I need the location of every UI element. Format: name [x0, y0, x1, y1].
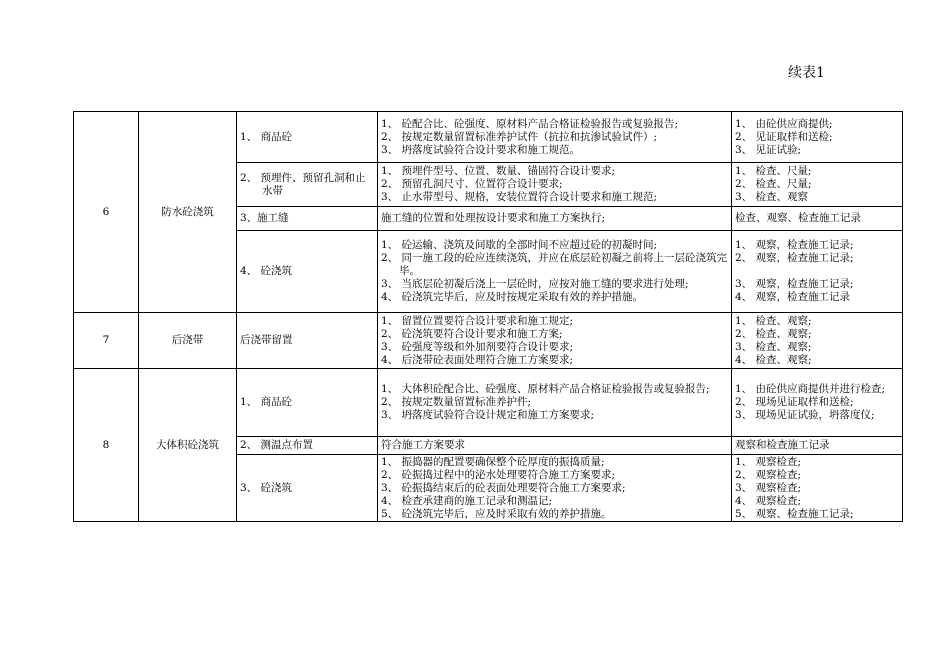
requirement-line: 3、 止水带型号、规格，安装位置符合设计要求和施工规范;: [381, 191, 658, 203]
check-line: 3、 现场见证试验，坍落度仪;: [735, 409, 875, 421]
requirement-line: 2、 预留孔洞尺寸、位置符合设计要求;: [381, 178, 563, 190]
check-line: 3、 观察，检查施工记录;: [735, 278, 854, 290]
sub-item: 4、 砼浇筑: [237, 231, 378, 313]
sub-item: 3、 砼浇筑: [237, 455, 378, 522]
requirement-line: 5、 砼浇筑完毕后，应及时采取有效的养护措施。: [381, 507, 612, 520]
requirement-line: 3、 坍落度试验符合设计规定和施工方案要求;: [381, 409, 595, 421]
requirement-line: 4、 检查承建商的施工记录和测温记;: [381, 494, 553, 507]
requirement-line: 2、 按规定数量留置标准养护件;: [381, 396, 532, 408]
check-method-cell: [732, 313, 903, 369]
requirement-line: 1、 砼配合比、砼强度、原材料产品合格证检验报告或复验报告;: [381, 117, 679, 130]
requirement-cell: [378, 112, 732, 163]
requirement-line: 1、 预埋件型号、位置、数量、锚固符合设计要求;: [381, 165, 616, 177]
requirement-cell: [378, 313, 732, 369]
check-line: 2、 检查、尺量;: [735, 178, 812, 190]
sub-item: 3、施工缝: [237, 207, 378, 231]
requirement-line: 2、 砼振捣过程中的泌水处理要符合施工方案要求;: [381, 468, 616, 481]
requirement-line: 3、 坍落度试验符合设计要求和施工规范。: [381, 143, 581, 156]
requirement-line: 3、 砼强度等级和外加剂要符合设计要求;: [381, 340, 574, 353]
check-line: 2、 现场见证取样和送检;: [735, 396, 854, 408]
requirement-line: 1、 砼运输、浇筑及间歇的全部时间不应超过砼的初凝时间;: [381, 239, 658, 251]
check-method-cell: [732, 455, 903, 522]
requirement-cell: [378, 163, 732, 207]
requirement-line: 1、 大体积砼配合比、砼强度、原材料产品合格证检验报告或复验报告;: [381, 383, 710, 395]
sub-item: 1、 商品砼: [237, 369, 378, 437]
check-line: 3、 检查、观察;: [735, 340, 812, 353]
item-name: 大体积砼浇筑: [139, 369, 237, 522]
requirement-line: 1、 留置位置要符合设计要求和施工规定;: [381, 314, 574, 327]
check-line: 5、 观察、检查施工记录;: [735, 507, 854, 520]
requirement-line: 3、 砼振捣结束后的砼表面处理要符合施工方案要求;: [381, 481, 626, 494]
sub-item: 后浇带留置: [237, 313, 378, 369]
check-line: 2、 观察检查;: [735, 468, 802, 481]
item-number: 7: [74, 313, 139, 369]
item-number: 8: [74, 369, 139, 522]
check-line: 4、 观察检查;: [735, 494, 802, 507]
requirement-line: 2、 砼浇筑要符合设计要求和施工方案;: [381, 327, 563, 340]
check-line: 1、 观察，检查施工记录;: [735, 239, 854, 251]
check-method-cell: [732, 369, 903, 437]
check-line: 1、 由砼供应商提供并进行检查;: [735, 383, 886, 395]
requirement-cell: 符合施工方案要求: [378, 437, 732, 455]
table-row: [74, 369, 903, 437]
table-row: [74, 313, 903, 369]
check-method-cell: [732, 112, 903, 163]
table-row: [74, 112, 903, 163]
inspection-table: [73, 111, 903, 522]
sub-item: 1、 商品砼: [237, 112, 378, 163]
requirement-line: 3、 当底层砼初凝后浇上一层砼时，应按对施工缝的要求进行处理;: [381, 278, 689, 290]
check-method-cell: 观察和检查施工记录: [732, 437, 903, 455]
check-line: 4、 检查、观察;: [735, 353, 812, 366]
item-number: 6: [74, 112, 139, 313]
check-line: 1、 观察检查;: [735, 455, 802, 468]
requirement-cell: 施工缝的位置和处理按设计要求和施工方案执行;: [378, 207, 732, 231]
check-method-cell: [732, 163, 903, 207]
check-line: 4、 观察，检查施工记录: [735, 291, 851, 303]
check-line: 1、 由砼供应商提供;: [735, 117, 833, 130]
check-line: 3、 见证试验;: [735, 143, 802, 156]
item-name: 防水砼浇筑: [139, 112, 237, 313]
check-method-cell: [732, 231, 903, 313]
check-line: 2、 检查、观察;: [735, 327, 812, 340]
requirement-cell: [378, 231, 732, 313]
requirement-line: 4、 后浇带砼表面处理符合施工方案要求;: [381, 353, 574, 366]
check-line: 3、 观察检查;: [735, 481, 802, 494]
requirement-line: 4、 砼浇筑完毕后，应及时按规定采取有效的养护措施。: [381, 291, 644, 303]
check-line: 2、 见证取样和送检;: [735, 130, 833, 143]
check-line: 1、 检查、尺量;: [735, 165, 812, 177]
sub-item: 2、 测温点布置: [237, 437, 378, 455]
requirement-line: 1、 振捣器的配置要确保整个砼厚度的振捣质量;: [381, 455, 605, 468]
check-method-cell: 检查、观察、检查施工记录: [732, 207, 903, 231]
check-line: 1、 检查、观察;: [735, 314, 812, 327]
requirement-cell: [378, 455, 732, 522]
requirement-cell: [378, 369, 732, 437]
requirement-line: 2、 同一施工段的砼应连续浇筑，并应在底层砼初凝之前将上一层砼浇筑完毕。: [381, 252, 728, 277]
sub-item: [237, 163, 378, 207]
check-line: 2、 观察，检查施工记录;: [735, 252, 854, 264]
sub-item-text: 2、 预埋件、预留孔洞和止水带: [240, 171, 366, 197]
requirement-line: 2、 按规定数量留置标准养护试件（抗拉和抗渗试验试件）;: [381, 130, 658, 143]
page-label: 续表1: [788, 65, 825, 81]
check-line: 3、 检查、观察: [735, 191, 809, 203]
item-name: 后浇带: [139, 313, 237, 369]
